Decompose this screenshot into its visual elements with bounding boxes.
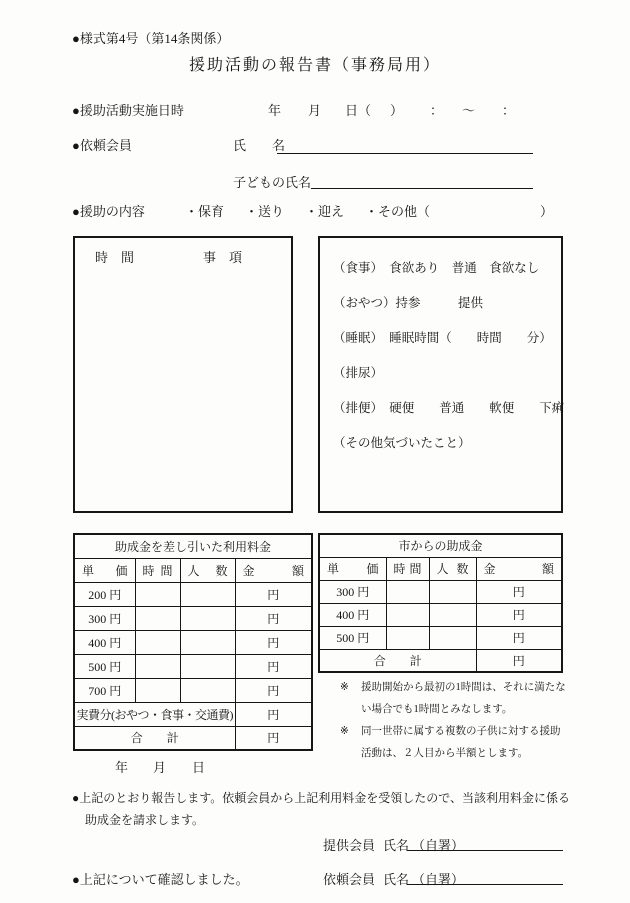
amount-cell: 円 [235,582,312,606]
fee-total-amount-cell: 円 [235,726,312,750]
member-name-field [277,139,533,154]
child-name-field [311,174,533,189]
amount-cell: 円 [235,654,312,678]
note-first-hour [340,677,566,721]
note-text: 援助開始から最初の1時間は、それに満たない場合でも1時間とみなします。 [361,682,566,715]
blank-persons-cell [429,626,476,649]
amount-cell: 円 [235,630,312,654]
notes [340,677,566,765]
time-column-header: 時 間 [95,250,135,265]
blank-hours-cell [135,678,180,702]
form-number: ●様式第4号（第14条関係） [72,31,230,46]
subsidy-header-unit-price: 単 価 [319,557,386,580]
footer-month-label: 月 [153,760,167,775]
subsidy-row-300 [319,580,562,603]
unit-price-cell: 300 円 [74,606,135,630]
report-statement [72,787,570,831]
blank-persons-cell [180,654,235,678]
subsidy-table [318,533,563,673]
blank-persons-cell [180,606,235,630]
unit-price-cell: 700 円 [74,678,135,702]
member-label: ●依頼会員 [72,138,132,153]
requester-role-label: 依頼会員 [323,872,376,887]
blank-hours-cell [386,603,429,626]
condition-bowel: （排便） 硬便 普通 軟便 下痢 [333,401,565,415]
condition-meal: （食事） 食欲あり 普通 食欲なし [333,261,540,275]
unit-price-cell: 200 円 [74,582,135,606]
member-name-label: 氏 名 [233,138,286,153]
datetime-label: ●援助活動実施日時 [72,103,184,118]
blank-persons-cell [180,678,235,702]
note-text: 同一世帯に属する複数の子供に対する援助活動は、２人目から半額とします。 [361,726,561,759]
amount-cell: 円 [476,626,562,649]
datetime-year-label: 年 [268,103,282,118]
time-item-log-box [73,236,293,513]
amount-cell: 円 [235,678,312,702]
amount-cell: 円 [476,580,562,603]
unit-price-cell: 400 円 [319,603,386,626]
datetime-colon-end: ： [502,103,516,118]
blank-hours-cell [135,606,180,630]
fee-total-row [74,726,312,750]
subsidy-total-amount-cell: 円 [476,649,562,672]
note-marker: ※ [340,682,349,693]
requester-signature-field: （自署） [407,869,563,885]
report-line-2: 助成金を請求します。 [85,813,205,827]
fee-row-200 [74,582,312,606]
fee-header-persons: 人 数 [180,558,235,582]
unit-price-cell: 300 円 [319,580,386,603]
unit-price-cell: 400 円 [74,630,135,654]
subsidy-table-header-row [319,557,562,580]
subsidy-total-row [319,649,562,672]
datetime-colon-start: ： [430,103,444,118]
blank-persons-cell [429,580,476,603]
note-half-price [340,721,566,765]
report-line-1: ●上記のとおり報告します。依頼会員から上記利用料金を受領したので、当該利用料金に係る [72,791,571,805]
subsidy-header-persons: 人 数 [429,557,476,580]
fee-table-header-row [74,558,312,582]
condition-sleep: （睡眠） 睡眠時間（ 時間 分） [333,331,552,345]
option-pickup: ・迎え [305,204,345,219]
footer-day-label: 日 [192,760,206,775]
blank-hours-cell [135,654,180,678]
fee-header-amount: 金 額 [235,558,312,582]
fee-table-title: 助成金を差し引いた利用料金 [74,534,312,558]
blank-persons-cell [180,630,235,654]
blank-persons-cell [180,582,235,606]
subsidy-row-500 [319,626,562,649]
fee-row-400 [74,630,312,654]
blank-hours-cell [135,630,180,654]
expense-amount-cell: 円 [235,702,312,726]
datetime-weekday-close: ） [390,103,404,118]
condition-other: （その他気づいたこと） [333,436,471,450]
condition-urination: （排尿） [333,366,384,380]
datetime-tilde: ～ [462,103,476,118]
fee-table [73,533,313,751]
provider-signature-field: （自署） [407,835,563,851]
subsidy-row-400 [319,603,562,626]
subsidy-total-label: 合 計 [319,649,476,672]
fee-row-700 [74,678,312,702]
unit-price-cell: 500 円 [319,626,386,649]
item-column-header: 事 項 [203,250,243,265]
expense-label: 実費分(おやつ・食事・交通費) [74,702,235,726]
option-dropoff: ・送り [245,204,285,219]
option-childcare: ・保育 [185,204,225,219]
datetime-month-label: 月 [308,103,322,118]
provider-name-label: 氏名 [383,838,410,853]
page-title: 援助活動の報告書（事務局用） [188,57,441,74]
amount-cell: 円 [235,606,312,630]
fee-header-unit-price: 単 価 [74,558,135,582]
subsidy-table-title-row [319,534,562,557]
option-other-open: ・その他（ [365,204,431,219]
option-other-close: ） [540,204,554,219]
unit-price-cell: 500 円 [74,654,135,678]
blank-hours-cell [135,582,180,606]
child-name-label: 子どもの氏名 [233,175,312,190]
fee-header-hours: 時 間 [135,558,180,582]
confirm-label: ●上記について確認しました。 [72,872,249,887]
blank-hours-cell [386,626,429,649]
requester-name-label: 氏名 [383,872,410,887]
subsidy-table-title: 市からの助成金 [319,534,562,557]
amount-cell: 円 [476,603,562,626]
fee-total-label: 合 計 [74,726,235,750]
datetime-day-label: 日（ [345,103,372,118]
fee-row-300 [74,606,312,630]
fee-row-500 [74,654,312,678]
fee-expense-row [74,702,312,726]
assist-content-label: ●援助の内容 [72,204,145,219]
condition-snack: （おやつ）持参 提供 [333,296,484,310]
subsidy-header-amount: 金 額 [476,557,562,580]
provider-role-label: 提供会員 [323,838,376,853]
footer-year-label: 年 [115,760,129,775]
fee-table-title-row [74,534,312,558]
note-marker: ※ [340,726,349,737]
condition-box [318,236,563,513]
blank-persons-cell [429,603,476,626]
blank-hours-cell [386,580,429,603]
subsidy-header-hours: 時 間 [386,557,429,580]
